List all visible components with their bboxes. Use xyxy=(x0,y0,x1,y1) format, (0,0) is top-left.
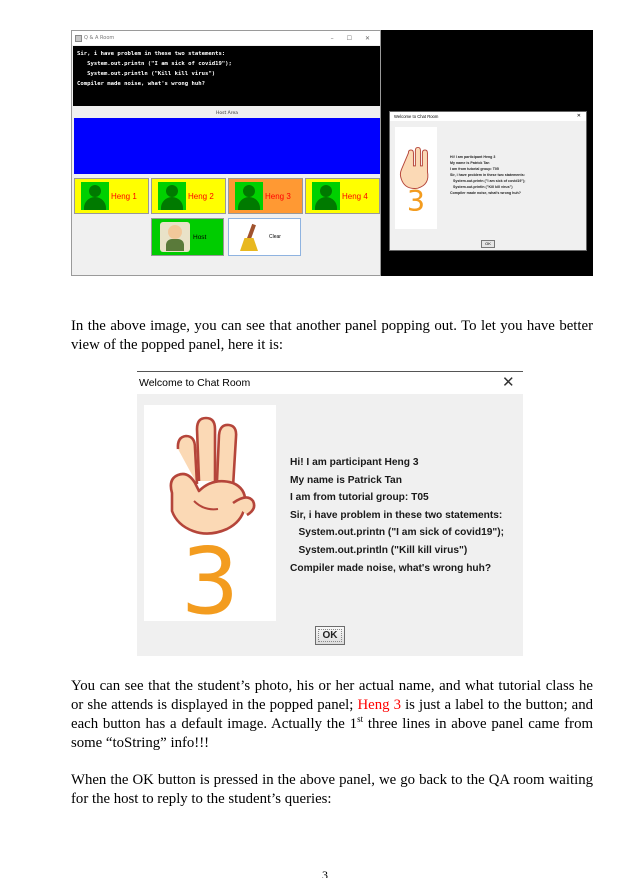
host-area xyxy=(74,118,380,174)
host-button-label: Host xyxy=(193,233,207,241)
info-line-greeting: Hi! I am participant Heng 3 xyxy=(290,457,419,468)
small-popup-line: Sir, i have problem in these two statements: xyxy=(450,173,525,177)
svg-text:3: 3 xyxy=(406,184,426,219)
small-welcome-popup xyxy=(389,111,587,251)
console-line: Compiler made noise, what's wrong huh? xyxy=(77,81,205,87)
minimize-icon[interactable]: – xyxy=(330,34,334,42)
qa-window-titlebar xyxy=(72,31,380,45)
info-line-name: My name is Patrick Tan xyxy=(290,474,402,486)
broom-icon xyxy=(237,222,263,252)
paragraph-text: is just a label to the button; and each button has a default image. Actually the 1 xyxy=(71,697,594,732)
paragraph-explanation xyxy=(71,677,593,753)
small-popup-ok-button[interactable]: OK xyxy=(481,240,495,248)
heng-3-highlight: Heng 3 xyxy=(357,697,401,713)
close-icon[interactable]: ✕ xyxy=(364,34,370,42)
close-icon[interactable]: ✕ xyxy=(576,113,581,119)
person-icon xyxy=(158,182,186,210)
small-popup-line: I am from tutorial group: T05 xyxy=(450,167,499,171)
participant-button-heng-4[interactable] xyxy=(305,178,380,214)
participant-label: Heng 1 xyxy=(111,191,137,201)
close-icon[interactable]: ✕ xyxy=(502,373,515,391)
qa-room-window xyxy=(71,30,381,276)
participant-label: Heng 3 xyxy=(265,191,291,201)
small-popup-line: My name is Patrick Tan xyxy=(450,161,490,165)
teacher-icon xyxy=(160,222,190,252)
clear-button[interactable] xyxy=(228,218,301,256)
popup-title: Welcome to Chat Room xyxy=(139,377,251,389)
message-console xyxy=(73,46,380,106)
app-icon xyxy=(75,35,82,42)
info-line-tutorial-group: I am from tutorial group: T05 xyxy=(290,492,429,504)
three-fingers-hand-icon xyxy=(144,405,276,621)
small-popup-titlebar xyxy=(390,112,586,121)
person-icon xyxy=(81,182,109,210)
welcome-popup xyxy=(137,371,523,656)
student-photo xyxy=(144,405,276,621)
info-line-closing: Compiler made noise, what's wrong huh? xyxy=(290,562,492,574)
paragraph-intro: In the above image, you can see that another panel popping out. To let you have better view of the popped panel, here it is: xyxy=(71,318,593,353)
qa-room-screenshot xyxy=(71,30,593,276)
paragraph-text: three lines in above panel came from some “toString” info!!! xyxy=(71,716,593,751)
three-fingers-hand-icon xyxy=(395,127,437,229)
paragraph-ok-action: When the OK button is pressed in the above panel, we go back to the QA room waiting for the host to reply to the student’s queries: xyxy=(71,772,593,807)
small-popup-line: System.out.printn ("I am sick of covid19"); xyxy=(450,179,526,183)
clear-button-label: Clear xyxy=(269,234,281,240)
superscript-st: st xyxy=(357,714,364,725)
info-line-code-2: System.out.println ("Kill kill virus") xyxy=(290,544,468,556)
qa-window-title: Q & A Room xyxy=(84,35,115,41)
paragraph-text: You can see that the student’s photo, his or her actual name, and what tutorial class he or she attends is displayed in the popped panel; xyxy=(71,678,593,713)
info-line-question: Sir, i have problem in these two statements: xyxy=(290,509,503,521)
person-icon xyxy=(312,182,340,210)
small-popup-message xyxy=(450,154,526,196)
small-popup-line: Hi! I am participant Heng 3 xyxy=(450,155,496,159)
info-line-code-1: System.out.printn ("I am sick of covid19"); xyxy=(290,527,505,539)
host-button[interactable] xyxy=(151,218,224,256)
console-line: Sir, i have problem in these two statements: xyxy=(77,51,226,57)
participant-label: Heng 4 xyxy=(342,191,368,201)
small-popup-line: System.out.println ("Kill kill virus") xyxy=(450,185,513,189)
host-area-label: Host Area xyxy=(215,111,239,116)
photo-number: 3 xyxy=(180,528,240,621)
small-popup-line: Compiler made noise, what's wrong huh? xyxy=(450,191,521,195)
small-popup-title: Welcome to Chat Room xyxy=(394,114,439,119)
student-info xyxy=(290,454,504,577)
participant-button-heng-1[interactable] xyxy=(74,178,149,214)
participant-button-heng-2[interactable] xyxy=(151,178,226,214)
small-student-photo xyxy=(395,127,437,229)
ok-button[interactable] xyxy=(315,626,345,645)
console-line: System.out.println ("Kill kill virus") xyxy=(77,71,216,77)
console-line: System.out.printn ("I am sick of covid19"); xyxy=(77,61,232,67)
popup-titlebar xyxy=(137,372,523,394)
page-number: 3 xyxy=(322,868,328,878)
participant-button-heng-3[interactable] xyxy=(228,178,303,214)
ok-button-label: OK xyxy=(322,630,338,641)
participant-label: Heng 2 xyxy=(188,191,214,201)
person-icon xyxy=(235,182,263,210)
maximize-icon[interactable]: ☐ xyxy=(346,34,352,42)
